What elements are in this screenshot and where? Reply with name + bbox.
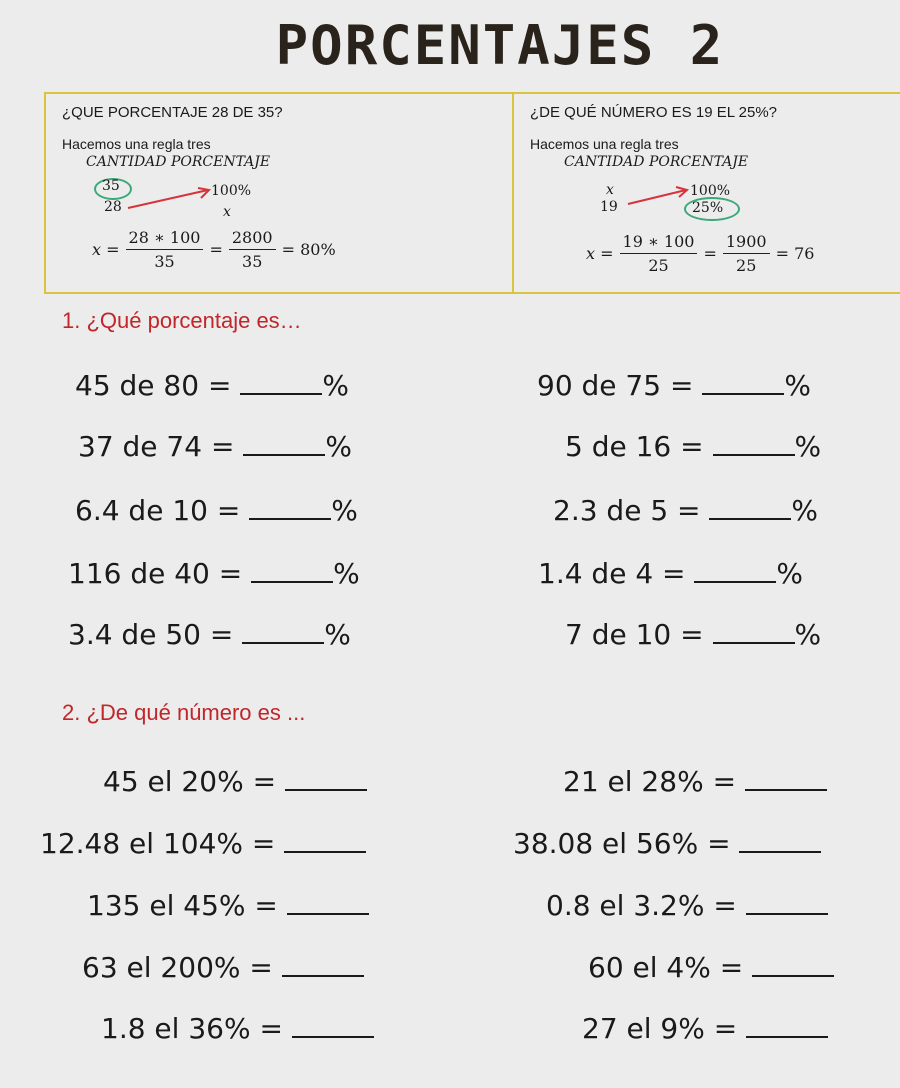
answer-blank[interactable] xyxy=(713,453,795,456)
problem-text: 3.4 de 50 = xyxy=(68,618,234,651)
example-1 xyxy=(46,94,514,292)
equals-sign: = xyxy=(209,240,223,259)
problem-2-2 xyxy=(563,765,827,798)
section-2-heading: 2. ¿De qué número es ... xyxy=(62,700,306,725)
answer-blank[interactable] xyxy=(745,788,827,791)
equals-sign: = xyxy=(703,244,717,263)
answer-blank[interactable] xyxy=(709,517,791,520)
answer-blank[interactable] xyxy=(702,392,784,395)
problem-1-2 xyxy=(537,369,811,402)
answer-blank[interactable] xyxy=(752,974,834,977)
example-1-method: Hacemos una regla tres xyxy=(62,136,211,152)
fraction-2-denominator: 25 xyxy=(736,256,757,275)
problem-1-10 xyxy=(565,618,821,651)
problem-2-7 xyxy=(82,951,364,984)
arrow-icon xyxy=(126,186,212,212)
answer-blank[interactable] xyxy=(249,517,331,520)
fraction-2-numerator: 2800 xyxy=(229,228,276,250)
example-2-headers: CANTIDAD PORCENTAJE xyxy=(564,154,749,170)
example-1-r1-pct: 100% xyxy=(211,183,252,199)
formula-result: = 76 xyxy=(775,244,815,263)
problem-1-5 xyxy=(75,494,358,527)
section-1-heading: 1. ¿Qué porcentaje es… xyxy=(62,308,302,333)
example-1-formula xyxy=(92,228,336,271)
formula-lhs: x = xyxy=(92,240,120,259)
percent-sign: % xyxy=(776,557,804,590)
problem-2-6 xyxy=(546,889,828,922)
percent-sign: % xyxy=(331,494,358,527)
problem-text: 37 de 74 = xyxy=(78,430,235,463)
problem-text: 1.8 el 36% = xyxy=(101,1012,283,1045)
problem-text: 6.4 de 10 = xyxy=(75,494,241,527)
answer-blank[interactable] xyxy=(287,912,369,915)
example-2-r1-qty: x xyxy=(606,182,614,198)
problem-text: 45 de 80 = xyxy=(75,369,232,402)
percent-sign: % xyxy=(794,618,822,651)
problem-text: 45 el 20% = xyxy=(103,765,277,798)
percent-sign: % xyxy=(322,369,349,402)
problem-text: 21 el 28% = xyxy=(563,765,737,798)
problem-text: 27 el 9% = xyxy=(582,1012,738,1045)
example-2-r2-qty: 19 xyxy=(600,199,618,215)
problem-text: 12.48 el 104% = xyxy=(40,827,276,860)
answer-blank[interactable] xyxy=(243,453,325,456)
problem-1-6 xyxy=(553,494,818,527)
fraction-2 xyxy=(723,232,770,275)
example-1-r2-qty: 28 xyxy=(104,199,122,215)
problem-1-9 xyxy=(68,618,351,651)
answer-blank[interactable] xyxy=(746,912,828,915)
fraction-1-numerator: 19 ∗ 100 xyxy=(620,232,698,254)
problem-text: 0.8 el 3.2% = xyxy=(546,889,737,922)
problem-2-3 xyxy=(40,827,366,860)
example-2-method: Hacemos una regla tres xyxy=(530,136,679,152)
formula-result: = 80% xyxy=(281,240,336,259)
problem-text: 2.3 de 5 = xyxy=(553,494,701,527)
fraction-1 xyxy=(620,232,698,275)
answer-blank[interactable] xyxy=(242,641,324,644)
percent-sign: % xyxy=(324,618,351,651)
example-1-r1-qty: 35 xyxy=(102,178,120,194)
problem-1-1 xyxy=(75,369,349,402)
percent-sign: % xyxy=(784,369,811,402)
problem-text: 5 de 16 = xyxy=(565,430,704,463)
percent-sign: % xyxy=(794,430,822,463)
problem-2-9 xyxy=(101,1012,374,1045)
example-2-formula xyxy=(586,232,814,275)
answer-blank[interactable] xyxy=(251,580,333,583)
fraction-2-denominator: 35 xyxy=(242,252,263,271)
arrow-icon xyxy=(626,186,690,208)
page-title: PORCENTAJES 2 xyxy=(275,14,725,77)
problem-1-3 xyxy=(78,430,352,463)
examples-box xyxy=(44,92,900,294)
answer-blank[interactable] xyxy=(746,1035,828,1038)
example-1-headers: CANTIDAD PORCENTAJE xyxy=(86,154,271,170)
problem-1-8 xyxy=(538,557,803,590)
problem-2-5 xyxy=(87,889,369,922)
problem-text: 38.08 el 56% = xyxy=(513,827,731,860)
problem-1-4 xyxy=(565,430,821,463)
answer-blank[interactable] xyxy=(240,392,322,395)
problem-2-10 xyxy=(582,1012,828,1045)
problem-text: 1.4 de 4 = xyxy=(538,557,686,590)
formula-lhs: x = xyxy=(586,244,614,263)
problem-2-4 xyxy=(513,827,821,860)
example-2-r2-pct: 25% xyxy=(692,200,724,216)
problem-text: 60 el 4% = xyxy=(588,951,744,984)
example-1-r2-pct: x xyxy=(223,204,231,220)
problem-text: 7 de 10 = xyxy=(565,618,704,651)
percent-sign: % xyxy=(333,557,360,590)
problem-2-8 xyxy=(588,951,834,984)
example-2 xyxy=(514,94,900,292)
answer-blank[interactable] xyxy=(739,850,821,853)
problem-1-7 xyxy=(68,557,360,590)
answer-blank[interactable] xyxy=(292,1035,374,1038)
percent-sign: % xyxy=(791,494,819,527)
answer-blank[interactable] xyxy=(694,580,776,583)
problem-text: 116 de 40 = xyxy=(68,557,243,590)
fraction-1-denominator: 25 xyxy=(648,256,669,275)
example-2-question: ¿DE QUÉ NÚMERO ES 19 EL 25%? xyxy=(530,104,778,121)
problem-text: 90 de 75 = xyxy=(537,369,694,402)
problem-text: 135 el 45% = xyxy=(87,889,278,922)
percent-sign: % xyxy=(325,430,352,463)
fraction-2 xyxy=(229,228,276,271)
fraction-1 xyxy=(126,228,204,271)
example-2-r1-pct: 100% xyxy=(690,183,731,199)
fraction-1-denominator: 35 xyxy=(154,252,175,271)
answer-blank[interactable] xyxy=(713,641,795,644)
fraction-2-numerator: 1900 xyxy=(723,232,770,254)
problem-text: 63 el 200% = xyxy=(82,951,273,984)
fraction-1-numerator: 28 ∗ 100 xyxy=(126,228,204,250)
problem-2-1 xyxy=(103,765,367,798)
answer-blank[interactable] xyxy=(284,850,366,853)
answer-blank[interactable] xyxy=(285,788,367,791)
answer-blank[interactable] xyxy=(282,974,364,977)
example-1-question: ¿QUE PORCENTAJE 28 DE 35? xyxy=(62,104,283,121)
